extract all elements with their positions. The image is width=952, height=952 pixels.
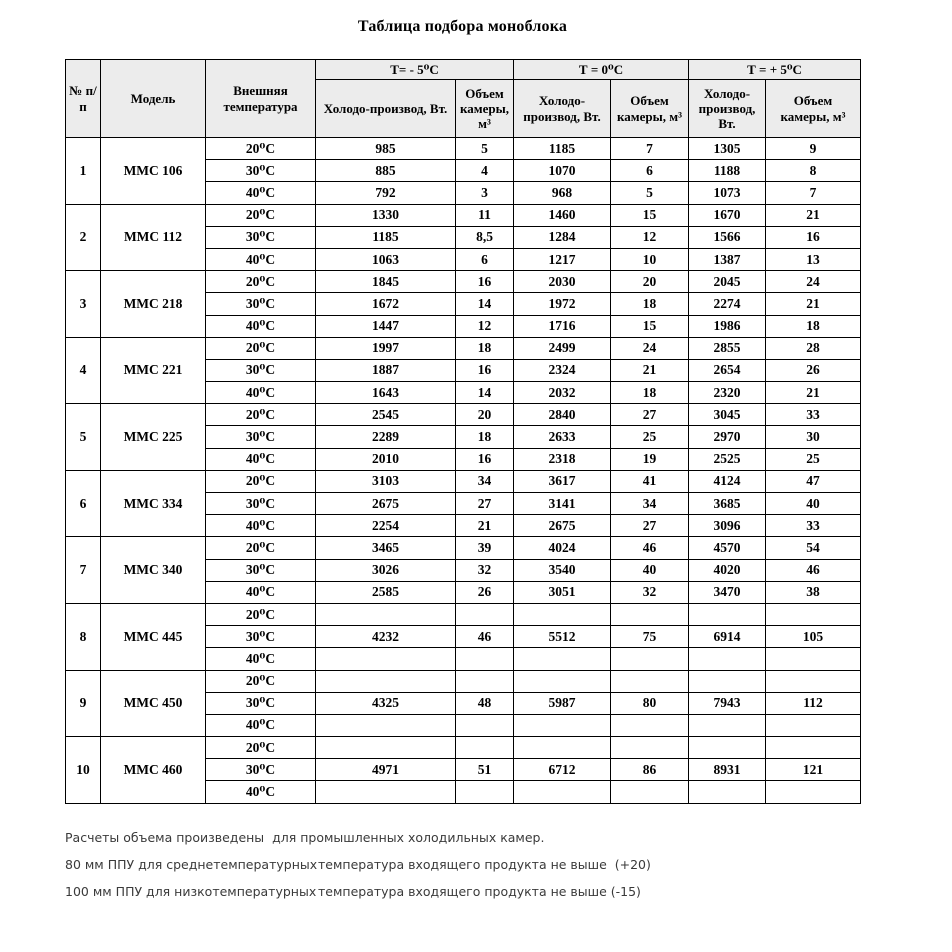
capacity-value-cell: 2840: [514, 404, 611, 426]
model-cell: ММС 460: [101, 737, 206, 804]
volume-value-cell: [611, 603, 689, 625]
capacity-value-cell: 3141: [514, 493, 611, 515]
volume-value-cell: [766, 648, 861, 670]
capacity-value-cell: [689, 714, 766, 736]
ext-temp-cell: 40⁰С: [206, 581, 316, 603]
capacity-value-cell: 2545: [316, 404, 456, 426]
capacity-value-cell: 1716: [514, 315, 611, 337]
volume-value-cell: 7: [611, 138, 689, 160]
model-cell: ММС 106: [101, 138, 206, 205]
volume-value-cell: 24: [766, 271, 861, 293]
capacity-value-cell: 985: [316, 138, 456, 160]
volume-value-cell: 46: [611, 537, 689, 559]
header-num: № п/п: [66, 60, 101, 138]
volume-value-cell: [611, 648, 689, 670]
volume-value-cell: 18: [611, 293, 689, 315]
footnote-text: Расчеты объема произведены для промышленных холодильных камер.: [65, 829, 545, 845]
header-volume-plus5: Объем камеры, м³: [766, 80, 861, 138]
capacity-value-cell: 1305: [689, 138, 766, 160]
ext-temp-cell: 20⁰С: [206, 537, 316, 559]
capacity-value-cell: 1972: [514, 293, 611, 315]
capacity-value-cell: 1070: [514, 160, 611, 182]
capacity-value-cell: 3026: [316, 559, 456, 581]
model-cell: ММС 450: [101, 670, 206, 737]
volume-value-cell: 28: [766, 337, 861, 359]
capacity-value-cell: 1447: [316, 315, 456, 337]
capacity-value-cell: 1845: [316, 271, 456, 293]
capacity-value-cell: 2585: [316, 581, 456, 603]
volume-value-cell: 5: [611, 182, 689, 204]
capacity-value-cell: 3103: [316, 470, 456, 492]
volume-value-cell: [766, 603, 861, 625]
capacity-value-cell: 2289: [316, 426, 456, 448]
capacity-value-cell: 3096: [689, 515, 766, 537]
volume-value-cell: 27: [456, 493, 514, 515]
capacity-value-cell: 3540: [514, 559, 611, 581]
volume-value-cell: 105: [766, 626, 861, 648]
volume-value-cell: [611, 670, 689, 692]
capacity-value-cell: 2320: [689, 382, 766, 404]
header-group-zero: Т = 0⁰С: [514, 60, 689, 80]
model-cell: ММС 221: [101, 337, 206, 404]
capacity-value-cell: [316, 714, 456, 736]
ext-temp-cell: 30⁰С: [206, 559, 316, 581]
capacity-value-cell: 968: [514, 182, 611, 204]
volume-value-cell: 75: [611, 626, 689, 648]
volume-value-cell: 14: [456, 293, 514, 315]
capacity-value-cell: [316, 648, 456, 670]
ext-temp-cell: 40⁰С: [206, 382, 316, 404]
volume-value-cell: 18: [766, 315, 861, 337]
capacity-value-cell: 4232: [316, 626, 456, 648]
volume-value-cell: 34: [611, 493, 689, 515]
capacity-value-cell: 2675: [514, 515, 611, 537]
capacity-value-cell: [514, 670, 611, 692]
capacity-value-cell: 885: [316, 160, 456, 182]
footnote-line: [65, 884, 952, 899]
row-number-cell: 10: [66, 737, 101, 804]
capacity-value-cell: 3617: [514, 470, 611, 492]
footnote-text: температура входящего продукта не выше (+20): [318, 856, 651, 872]
capacity-value-cell: 2274: [689, 293, 766, 315]
capacity-value-cell: 5987: [514, 692, 611, 714]
capacity-value-cell: 6712: [514, 759, 611, 781]
ext-temp-cell: 20⁰С: [206, 470, 316, 492]
volume-value-cell: 38: [766, 581, 861, 603]
capacity-value-cell: 1997: [316, 337, 456, 359]
ext-temp-cell: 20⁰С: [206, 737, 316, 759]
table-header: [66, 60, 861, 138]
capacity-value-cell: 1672: [316, 293, 456, 315]
volume-value-cell: 19: [611, 448, 689, 470]
volume-value-cell: 21: [456, 515, 514, 537]
volume-value-cell: 16: [456, 359, 514, 381]
capacity-value-cell: 1217: [514, 248, 611, 270]
volume-value-cell: 18: [611, 382, 689, 404]
volume-value-cell: 112: [766, 692, 861, 714]
volume-value-cell: 48: [456, 692, 514, 714]
volume-value-cell: 30: [766, 426, 861, 448]
capacity-value-cell: 4024: [514, 537, 611, 559]
capacity-value-cell: 4124: [689, 470, 766, 492]
header-group-minus5: Т= - 5⁰С: [316, 60, 514, 80]
volume-value-cell: 9: [766, 138, 861, 160]
ext-temp-cell: 40⁰С: [206, 448, 316, 470]
capacity-value-cell: 1643: [316, 382, 456, 404]
table-row: [66, 271, 861, 293]
ext-temp-cell: 20⁰С: [206, 138, 316, 160]
capacity-value-cell: 2675: [316, 493, 456, 515]
capacity-value-cell: [514, 603, 611, 625]
row-number-cell: 4: [66, 337, 101, 404]
capacity-value-cell: 2324: [514, 359, 611, 381]
table-row: [66, 537, 861, 559]
capacity-value-cell: 1460: [514, 204, 611, 226]
volume-value-cell: [456, 737, 514, 759]
header-capacity-zero: Холодо-производ, Вт.: [514, 80, 611, 138]
table-row: [66, 737, 861, 759]
footnote-line: [65, 857, 952, 872]
volume-value-cell: 4: [456, 160, 514, 182]
footnotes: [65, 830, 952, 899]
capacity-value-cell: 1284: [514, 226, 611, 248]
ext-temp-cell: 40⁰С: [206, 781, 316, 803]
volume-value-cell: 26: [766, 359, 861, 381]
volume-value-cell: 25: [766, 448, 861, 470]
capacity-value-cell: 4325: [316, 692, 456, 714]
table-row: [66, 603, 861, 625]
footnote-label: 80 мм ППУ для среднетемпературных: [65, 856, 318, 872]
capacity-value-cell: 2970: [689, 426, 766, 448]
capacity-value-cell: 3465: [316, 537, 456, 559]
volume-value-cell: 16: [456, 271, 514, 293]
row-number-cell: 2: [66, 204, 101, 271]
monoblock-selection-table: [65, 59, 861, 804]
row-number-cell: 7: [66, 537, 101, 604]
capacity-value-cell: [689, 670, 766, 692]
capacity-value-cell: 1185: [514, 138, 611, 160]
ext-temp-cell: 40⁰С: [206, 248, 316, 270]
volume-value-cell: 32: [456, 559, 514, 581]
volume-value-cell: 21: [766, 204, 861, 226]
capacity-value-cell: [514, 714, 611, 736]
volume-value-cell: 8: [766, 160, 861, 182]
capacity-value-cell: 3045: [689, 404, 766, 426]
volume-value-cell: 40: [611, 559, 689, 581]
capacity-value-cell: 792: [316, 182, 456, 204]
table-body: [66, 138, 861, 804]
volume-value-cell: 15: [611, 315, 689, 337]
ext-temp-cell: 30⁰С: [206, 359, 316, 381]
capacity-value-cell: 1073: [689, 182, 766, 204]
row-number-cell: 6: [66, 470, 101, 537]
volume-value-cell: [611, 714, 689, 736]
volume-value-cell: 12: [456, 315, 514, 337]
volume-value-cell: 12: [611, 226, 689, 248]
volume-value-cell: 13: [766, 248, 861, 270]
volume-value-cell: [611, 781, 689, 803]
capacity-value-cell: [316, 737, 456, 759]
ext-temp-cell: 20⁰С: [206, 670, 316, 692]
row-number-cell: 9: [66, 670, 101, 737]
volume-value-cell: 46: [456, 626, 514, 648]
header-volume-zero: Объем камеры, м³: [611, 80, 689, 138]
ext-temp-cell: 40⁰С: [206, 182, 316, 204]
model-cell: ММС 445: [101, 603, 206, 670]
capacity-value-cell: 4020: [689, 559, 766, 581]
table-row: [66, 138, 861, 160]
footnote-label: 100 мм ППУ для низкотемпературных: [65, 883, 317, 899]
volume-value-cell: 34: [456, 470, 514, 492]
ext-temp-cell: 30⁰С: [206, 759, 316, 781]
volume-value-cell: [766, 714, 861, 736]
table-row: [66, 670, 861, 692]
capacity-value-cell: 4570: [689, 537, 766, 559]
volume-value-cell: 21: [611, 359, 689, 381]
capacity-value-cell: 1063: [316, 248, 456, 270]
ext-temp-cell: 20⁰С: [206, 404, 316, 426]
capacity-value-cell: 2045: [689, 271, 766, 293]
volume-value-cell: 39: [456, 537, 514, 559]
volume-value-cell: 6: [611, 160, 689, 182]
table-row: [66, 404, 861, 426]
capacity-value-cell: [514, 737, 611, 759]
row-number-cell: 3: [66, 271, 101, 338]
capacity-value-cell: 3685: [689, 493, 766, 515]
volume-value-cell: 11: [456, 204, 514, 226]
volume-value-cell: [456, 714, 514, 736]
volume-value-cell: 14: [456, 382, 514, 404]
volume-value-cell: [456, 781, 514, 803]
volume-value-cell: [456, 603, 514, 625]
capacity-value-cell: 6914: [689, 626, 766, 648]
capacity-value-cell: 1188: [689, 160, 766, 182]
table-row: [66, 337, 861, 359]
capacity-value-cell: [689, 737, 766, 759]
volume-value-cell: [456, 648, 514, 670]
volume-value-cell: 33: [766, 404, 861, 426]
ext-temp-cell: 30⁰С: [206, 626, 316, 648]
header-group-row: [66, 60, 861, 80]
capacity-value-cell: 5512: [514, 626, 611, 648]
volume-value-cell: 26: [456, 581, 514, 603]
model-cell: ММС 340: [101, 537, 206, 604]
model-cell: ММС 218: [101, 271, 206, 338]
volume-value-cell: 40: [766, 493, 861, 515]
volume-value-cell: 16: [766, 226, 861, 248]
volume-value-cell: 41: [611, 470, 689, 492]
volume-value-cell: 51: [456, 759, 514, 781]
capacity-value-cell: 1887: [316, 359, 456, 381]
volume-value-cell: 47: [766, 470, 861, 492]
volume-value-cell: 10: [611, 248, 689, 270]
capacity-value-cell: [514, 648, 611, 670]
ext-temp-cell: 40⁰С: [206, 315, 316, 337]
capacity-value-cell: 2633: [514, 426, 611, 448]
ext-temp-cell: 40⁰С: [206, 714, 316, 736]
capacity-value-cell: 2030: [514, 271, 611, 293]
volume-value-cell: 86: [611, 759, 689, 781]
capacity-value-cell: 2499: [514, 337, 611, 359]
volume-value-cell: 20: [456, 404, 514, 426]
volume-value-cell: 20: [611, 271, 689, 293]
volume-value-cell: 80: [611, 692, 689, 714]
volume-value-cell: 27: [611, 404, 689, 426]
volume-value-cell: 18: [456, 426, 514, 448]
table-row: [66, 204, 861, 226]
ext-temp-cell: 30⁰С: [206, 426, 316, 448]
ext-temp-cell: 20⁰С: [206, 337, 316, 359]
capacity-value-cell: 1387: [689, 248, 766, 270]
volume-value-cell: 121: [766, 759, 861, 781]
header-capacity-plus5: Холодо-производ, Вт.: [689, 80, 766, 138]
volume-value-cell: 21: [766, 382, 861, 404]
table-row: [66, 470, 861, 492]
volume-value-cell: [766, 670, 861, 692]
capacity-value-cell: 2318: [514, 448, 611, 470]
volume-value-cell: [611, 737, 689, 759]
capacity-value-cell: [689, 603, 766, 625]
model-cell: ММС 225: [101, 404, 206, 471]
capacity-value-cell: 2010: [316, 448, 456, 470]
row-number-cell: 1: [66, 138, 101, 205]
volume-value-cell: 27: [611, 515, 689, 537]
ext-temp-cell: 30⁰С: [206, 493, 316, 515]
capacity-value-cell: 1330: [316, 204, 456, 226]
capacity-value-cell: 2525: [689, 448, 766, 470]
ext-temp-cell: 20⁰С: [206, 271, 316, 293]
capacity-value-cell: 8931: [689, 759, 766, 781]
header-ext-temp: Внешняя температура: [206, 60, 316, 138]
capacity-value-cell: 1670: [689, 204, 766, 226]
volume-value-cell: [766, 781, 861, 803]
row-number-cell: 5: [66, 404, 101, 471]
volume-value-cell: 25: [611, 426, 689, 448]
volume-value-cell: 6: [456, 248, 514, 270]
ext-temp-cell: 30⁰С: [206, 160, 316, 182]
volume-value-cell: 16: [456, 448, 514, 470]
model-cell: ММС 334: [101, 470, 206, 537]
capacity-value-cell: 4971: [316, 759, 456, 781]
volume-value-cell: 46: [766, 559, 861, 581]
capacity-value-cell: 1185: [316, 226, 456, 248]
volume-value-cell: 21: [766, 293, 861, 315]
capacity-value-cell: [689, 781, 766, 803]
volume-value-cell: 33: [766, 515, 861, 537]
capacity-value-cell: 1566: [689, 226, 766, 248]
ext-temp-cell: 30⁰С: [206, 692, 316, 714]
capacity-value-cell: 2254: [316, 515, 456, 537]
ext-temp-cell: 20⁰С: [206, 603, 316, 625]
model-cell: ММС 112: [101, 204, 206, 271]
volume-value-cell: 5: [456, 138, 514, 160]
header-capacity-minus5: Холодо-производ, Вт.: [316, 80, 456, 138]
capacity-value-cell: 1986: [689, 315, 766, 337]
header-model: Модель: [101, 60, 206, 138]
volume-value-cell: [766, 737, 861, 759]
capacity-value-cell: 3051: [514, 581, 611, 603]
volume-value-cell: 7: [766, 182, 861, 204]
capacity-value-cell: [316, 603, 456, 625]
volume-value-cell: 8,5: [456, 226, 514, 248]
capacity-value-cell: 2032: [514, 382, 611, 404]
ext-temp-cell: 30⁰С: [206, 226, 316, 248]
row-number-cell: 8: [66, 603, 101, 670]
volume-value-cell: [456, 670, 514, 692]
capacity-value-cell: [316, 781, 456, 803]
ext-temp-cell: 30⁰С: [206, 293, 316, 315]
footnote-text: температура входящего продукта не выше (-15): [318, 883, 641, 899]
capacity-value-cell: 3470: [689, 581, 766, 603]
document-title: Таблица подбора моноблока: [357, 18, 568, 35]
volume-value-cell: 54: [766, 537, 861, 559]
ext-temp-cell: 40⁰С: [206, 515, 316, 537]
ext-temp-cell: 20⁰С: [206, 204, 316, 226]
footnote-line: [65, 830, 952, 845]
volume-value-cell: 15: [611, 204, 689, 226]
capacity-value-cell: [689, 648, 766, 670]
volume-value-cell: 18: [456, 337, 514, 359]
header-volume-minus5: Объем камеры, м³: [456, 80, 514, 138]
capacity-value-cell: 2855: [689, 337, 766, 359]
capacity-value-cell: 2654: [689, 359, 766, 381]
capacity-value-cell: [316, 670, 456, 692]
volume-value-cell: 32: [611, 581, 689, 603]
capacity-value-cell: [514, 781, 611, 803]
header-group-plus5: Т = + 5⁰С: [689, 60, 861, 80]
ext-temp-cell: 40⁰С: [206, 648, 316, 670]
capacity-value-cell: 7943: [689, 692, 766, 714]
volume-value-cell: 24: [611, 337, 689, 359]
volume-value-cell: 3: [456, 182, 514, 204]
